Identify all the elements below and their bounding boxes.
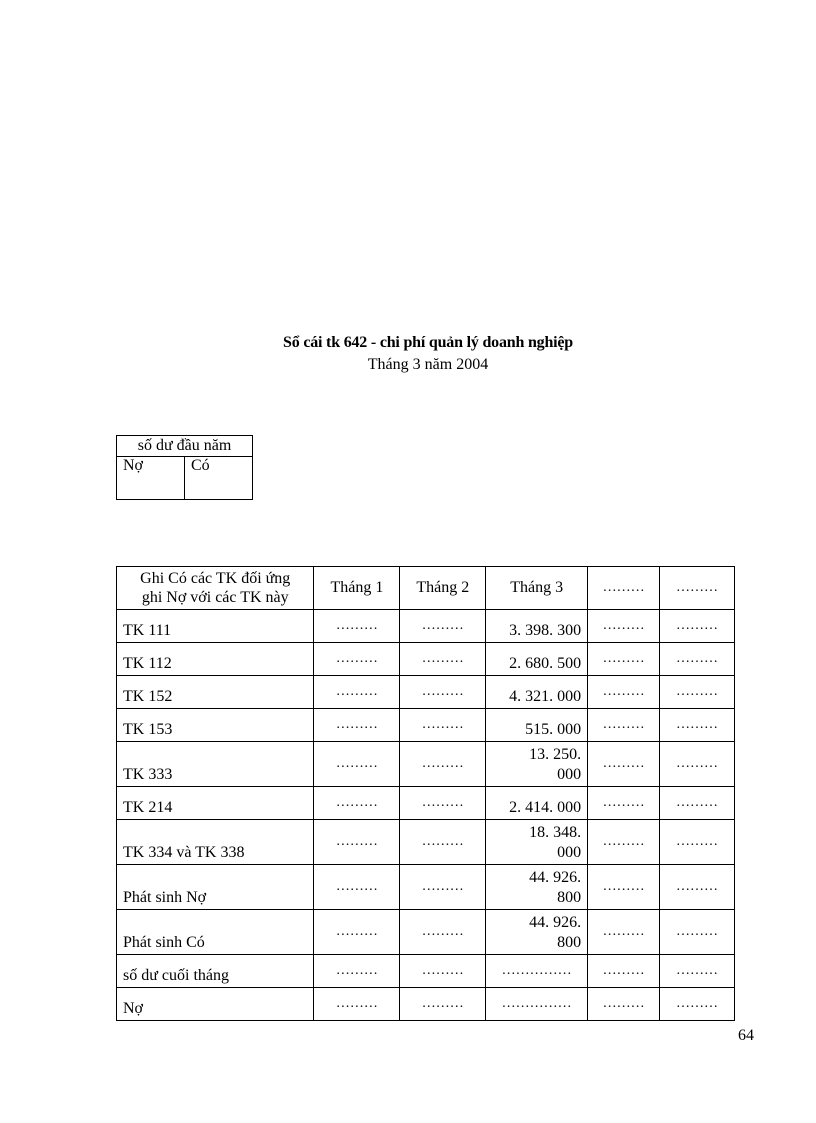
row-extra-1: ………	[588, 865, 660, 910]
row-account: TK 333	[117, 742, 314, 787]
row-month-3: 3. 398. 300	[486, 610, 588, 643]
row-month-3-line1: 44. 926.	[529, 914, 582, 931]
row-account: số dư cuối tháng	[117, 955, 314, 988]
row-month-3	[486, 865, 588, 910]
row-extra-1: ………	[588, 742, 660, 787]
opening-balance-header: số dư đầu năm	[117, 436, 253, 457]
row-month-3: 2. 414. 000	[486, 787, 588, 820]
row-extra-2: ………	[660, 643, 735, 676]
row-extra-2: ………	[660, 910, 735, 955]
row-extra-2: ………	[660, 820, 735, 865]
row-month-2: ………	[400, 988, 486, 1021]
row-month-3: 2. 680. 500	[486, 643, 588, 676]
row-extra-2: ………	[660, 988, 735, 1021]
header-month-3: Tháng 3	[486, 567, 588, 610]
table-row	[117, 643, 735, 676]
row-month-2: ………	[400, 787, 486, 820]
table-row	[117, 820, 735, 865]
row-account: Phát sinh Có	[117, 910, 314, 955]
row-extra-1: ………	[588, 820, 660, 865]
row-month-2: ………	[400, 820, 486, 865]
row-account: TK 152	[117, 676, 314, 709]
row-account: TK 334 và TK 338	[117, 820, 314, 865]
row-month-2: ………	[400, 742, 486, 787]
row-month-2: ………	[400, 955, 486, 988]
opening-balance-credit-label: Có	[185, 457, 253, 500]
table-row	[117, 742, 735, 787]
opening-balance-debit-label: Nợ	[117, 457, 185, 500]
row-month-1: ………	[314, 910, 400, 955]
row-account: TK 153	[117, 709, 314, 742]
ledger-table	[116, 566, 735, 1021]
row-extra-1: ………	[588, 709, 660, 742]
header-extra-1: ………	[588, 567, 660, 610]
row-account: TK 111	[117, 610, 314, 643]
row-extra-1: ………	[588, 910, 660, 955]
row-account: TK 214	[117, 787, 314, 820]
row-month-2: ………	[400, 709, 486, 742]
table-row	[117, 988, 735, 1021]
table-row	[117, 955, 735, 988]
row-month-1: ………	[314, 643, 400, 676]
row-month-3-line1: 13. 250.	[529, 746, 582, 763]
header-month-1: Tháng 1	[314, 567, 400, 610]
row-month-3	[486, 742, 588, 787]
header-month-2: Tháng 2	[400, 567, 486, 610]
row-extra-1: ………	[588, 610, 660, 643]
row-month-2: ………	[400, 643, 486, 676]
header-account-line2: ghi Nợ với các TK này	[141, 589, 289, 606]
row-month-3-line2: 000	[557, 766, 582, 783]
row-month-3	[486, 820, 588, 865]
row-month-3	[486, 910, 588, 955]
row-month-1: ………	[314, 955, 400, 988]
row-account: TK 112	[117, 643, 314, 676]
row-extra-2: ………	[660, 610, 735, 643]
row-month-1: ………	[314, 988, 400, 1021]
row-month-1: ………	[314, 742, 400, 787]
table-row	[117, 676, 735, 709]
row-extra-1: ………	[588, 988, 660, 1021]
row-extra-2: ………	[660, 787, 735, 820]
row-month-1: ………	[314, 610, 400, 643]
row-extra-2: ………	[660, 955, 735, 988]
row-month-3: 515. 000	[486, 709, 588, 742]
table-row	[117, 787, 735, 820]
document-title: Sổ cái tk 642 - chi phí quản lý doanh nghiệp	[283, 334, 573, 351]
header-account	[117, 567, 314, 610]
row-extra-2: ………	[660, 742, 735, 787]
document-subtitle: Tháng 3 năm 2004	[367, 356, 489, 373]
row-month-1: ………	[314, 676, 400, 709]
row-extra-1: ………	[588, 955, 660, 988]
row-extra-2: ………	[660, 676, 735, 709]
table-row	[117, 865, 735, 910]
row-month-3-line1: 18. 348.	[529, 824, 582, 841]
row-account: Nợ	[117, 988, 314, 1021]
row-month-3-line2: 800	[557, 889, 582, 906]
row-month-3-line2: 800	[557, 934, 582, 951]
header-account-line1: Ghi Có các TK đối ứng	[140, 570, 291, 587]
row-account: Phát sinh Nợ	[117, 865, 314, 910]
row-month-1: ………	[314, 787, 400, 820]
row-extra-2: ………	[660, 709, 735, 742]
table-row	[117, 709, 735, 742]
page-number: 64	[738, 1027, 754, 1044]
table-row	[117, 610, 735, 643]
row-month-1: ………	[314, 820, 400, 865]
row-month-3: 4. 321. 000	[486, 676, 588, 709]
row-month-1: ………	[314, 709, 400, 742]
row-month-2: ………	[400, 865, 486, 910]
row-month-3-line1: 44. 926.	[529, 869, 582, 886]
row-month-3: ……………	[486, 955, 588, 988]
row-month-2: ………	[400, 910, 486, 955]
header-extra-2: ………	[660, 567, 735, 610]
table-row	[117, 910, 735, 955]
row-extra-2: ………	[660, 865, 735, 910]
row-month-2: ………	[400, 676, 486, 709]
row-month-2: ………	[400, 610, 486, 643]
row-extra-1: ………	[588, 643, 660, 676]
ledger-header-row	[117, 567, 735, 610]
row-extra-1: ………	[588, 676, 660, 709]
opening-balance-table	[116, 435, 253, 500]
row-month-3-line2: 000	[557, 844, 582, 861]
row-extra-1: ………	[588, 787, 660, 820]
row-month-1: ………	[314, 865, 400, 910]
row-month-3: ……………	[486, 988, 588, 1021]
